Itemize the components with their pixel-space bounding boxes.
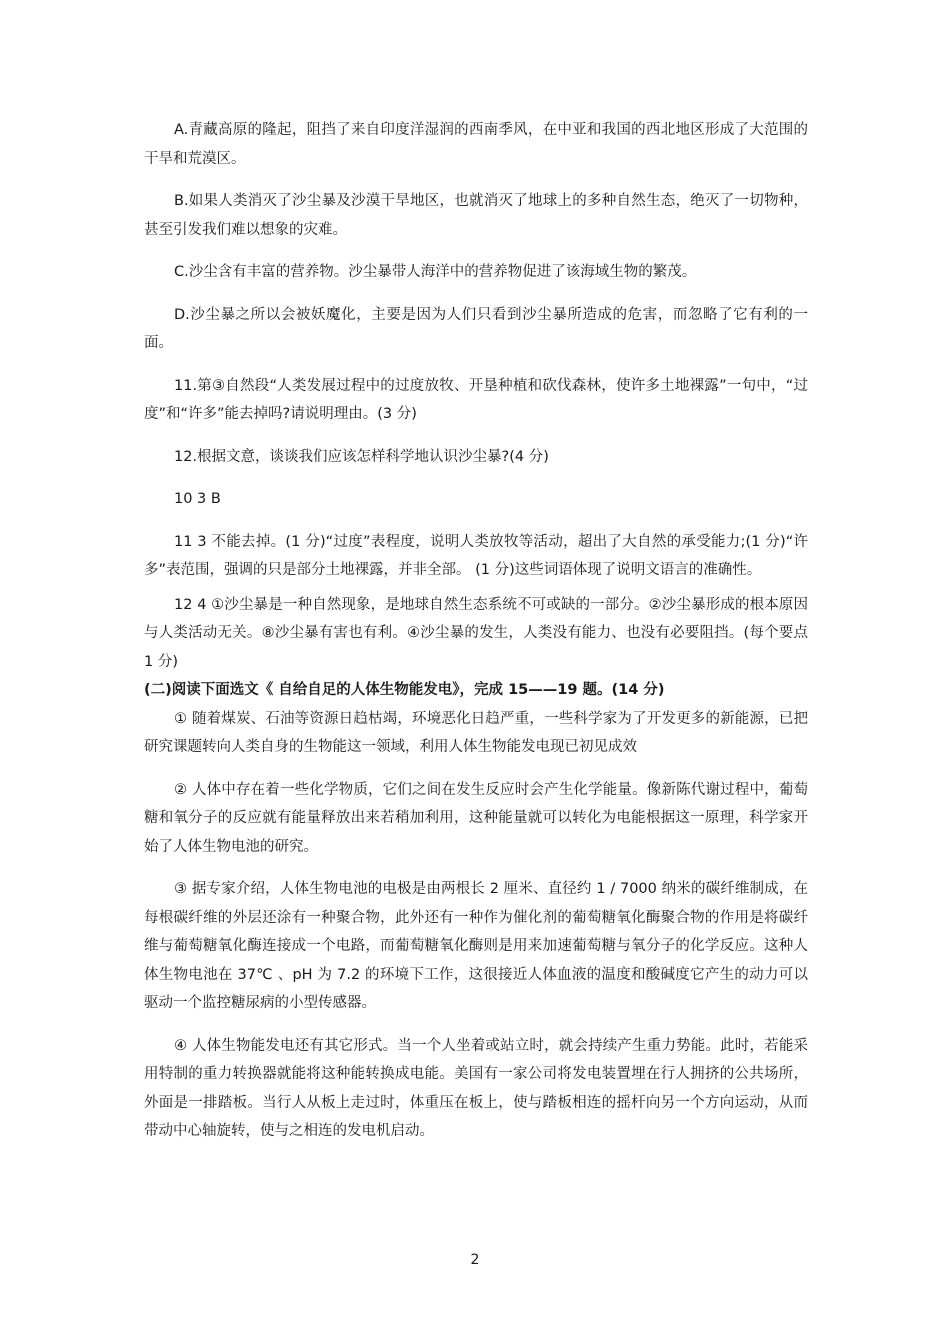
question-11: 11.第③自然段“人类发展过程中的过度放牧、开垦种植和砍伐森林，使许多土地裸露”一句中，“过度”和“许多”能去掉吗?请说明理由。(3 分) (144, 377, 808, 422)
question-12: 12.根据文意，谈谈我们应该怎样科学地认识沙尘暴?(4 分) (174, 448, 549, 465)
answer-10: 10 3 B (174, 491, 221, 507)
answer-12: 12 4 ①沙尘暴是一种自然现象，是地球自然生态系统不可或缺的一部分。②沙尘暴形成的根本原因与人类活动无关。⑧沙尘暴有害也有利。④沙尘暴的发生，人类没有能力、也没有必要阻挡。(每个要点 1 分) (144, 596, 808, 670)
option-b: B.如果人类消灭了沙尘暴及沙漠干旱地区，也就消灭了地球上的多种自然生态，绝灭了一切物种，甚至引发我们难以想象的灾难。 (144, 193, 808, 238)
option-c: C.沙尘含有丰富的营养物。沙尘暴带人海洋中的营养物促进了该海域生物的繁茂。 (174, 264, 697, 280)
reading-paragraph-2: ② 人体中存在着一些化学物质，它们之间在发生反应时会产生化学能量。像新陈代谢过程中，葡萄糖和氧分子的反应就有能量释放出来若稍加利用，这种能量就可以转化为电能根据这一原理，科学家开始了人体生物电池的研究。 (144, 781, 808, 855)
section-heading: (二)阅读下面选文《 自给自足的人体生物能发电》，完成 15——19 题。(14 分) (144, 682, 665, 698)
page-number: 2 (470, 1252, 480, 1268)
answer-11: 11 3 不能去掉。(1 分)“过度”表程度，说明人类放牧等活动，超出了大自然的承受能力;(1 分)“许多”表范围，强调的只是部分土地裸露，并非全部。 (1 分)这些词语体现了说明文语言的准确性。 (144, 533, 808, 578)
document-page (144, 116, 808, 1146)
reading-paragraph-3: ③ 据专家介绍，人体生物电池的电极是由两根长 2 厘米、直径约 1 / 7000 纳米的碳纤维制成，在每根碳纤维的外层还涂有一种聚合物，此外还有一种作为催化剂的葡萄糖氧化酶聚合物的作用是将碳纤维与葡萄糖氧化酶连接成一个电路，而葡萄糖氧化酶则是用来加速葡萄糖与氧分子的化学反应。这种人体生物电池在 37℃ 、pH 为 7.2 的环境下工作，这很接近人体血液的温度和酸碱度它产生的动力可以驱动一个监控糖尿病的小型传感器。 (144, 881, 808, 1011)
reading-paragraph-4: ④ 人体生物能发电还有其它形式。当一个人坐着或站立时，就会持续产生重力势能。此时，若能采用特制的重力转换器就能将这种能转换成电能。美国有一家公司将发电装置埋在行人拥挤的公共场所，外面是一排踏板。当行人从板上走过时，体重压在板上，使与踏板相连的摇杆向另一个方向运动，从而带动中心轴旋转，使与之相连的发电机启动。 (144, 1037, 808, 1139)
option-a: A.青藏高原的隆起，阻挡了来自印度洋湿润的西南季风，在中亚和我国的西北地区形成了大范围的干旱和荒漠区。 (144, 122, 808, 167)
option-d: D.沙尘暴之所以会被妖魔化，主要是因为人们只看到沙尘暴所造成的危害，而忽略了它有利的一面。 (144, 306, 808, 351)
reading-paragraph-1: ① 随着煤炭、石油等资源日趋枯竭，环境恶化日趋严重，一些科学家为了开发更多的新能源，已把研究课题转向人类自身的生物能这一领域，利用人体生物能发电现已初见成效 (144, 710, 808, 755)
